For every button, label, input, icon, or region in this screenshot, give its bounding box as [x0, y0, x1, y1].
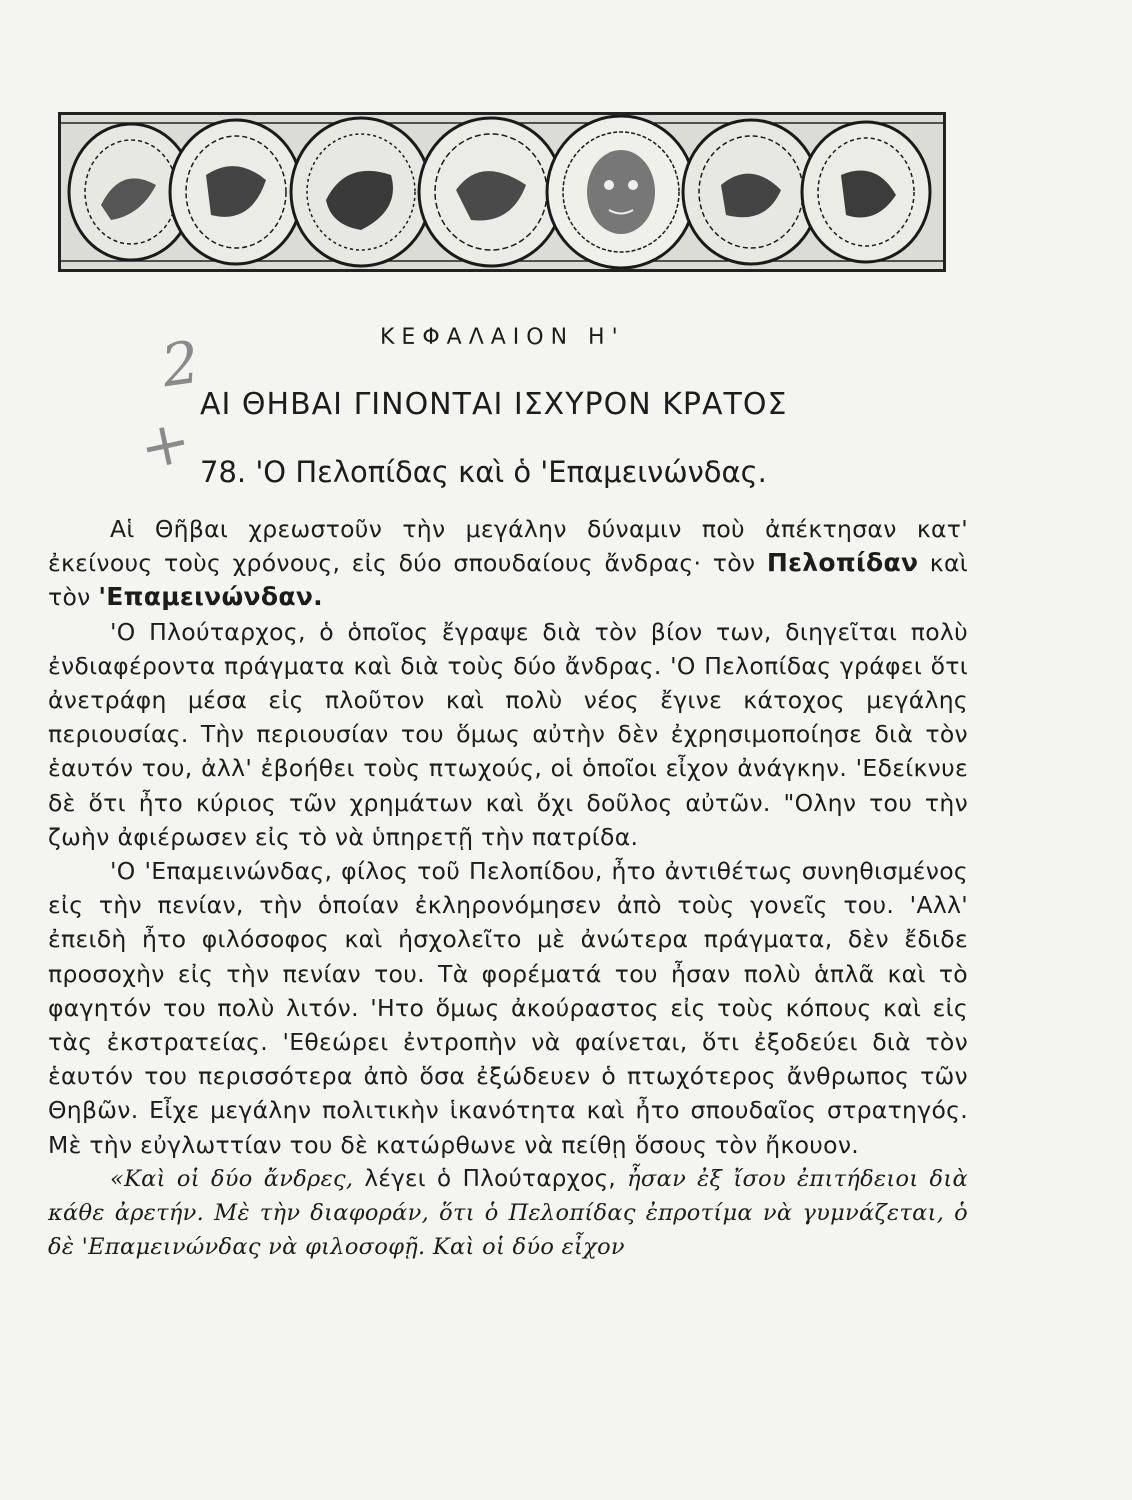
paragraph-4-quote — [48, 1162, 968, 1264]
paragraph-3: 'Ο 'Επαμεινώνδας, φίλος τοῦ Πελοπίδου, ἦτο ἀντιθέτως συνηθισμένος εἰς τὴν πενίαν, τὴν ὁποίαν ἐκληρονόμησεν ἀπὸ τοὺς γονεῖς του. 'Αλλ' ἐπειδὴ ἦτο φιλόσοφος καὶ ἠσχολεῖτο μὲ ἀνώτερα πράγματα, δὲν ἔδιδε προσοχὴν εἰς τὴν πενίαν του. Τὰ φορέματά του ἦσαν πολὺ ἁπλᾶ καὶ τὸ φαγητόν του πολὺ λιτόν. 'Ητο ὅμως ἀκούραστος εἰς τοὺς κόπους καὶ εἰς τὰς ἐκστρατείας. 'Εθεώρει ἐντροπὴν νὰ φαίνεται, ὅτι ἐξοδεύει διὰ τὸν ἑαυτόν του περισσότερα ἀπὸ ὅσα ἐξώδευεν ὁ πτωχότερος ἄνθρωπος τῶν Θηβῶν. Εἶχε μεγάλην πολιτικὴν ἱκανότητα καὶ ἦτο σπουδαῖος στρατηγός. Μὲ τὴν εὐγλωττίαν του δὲ κατώρθωνε νὰ πείθῃ ὅσους τὸν ἤκουον. — [48, 857, 968, 1159]
quote-attribution: λέγει ὁ Πλούταρχος, — [364, 1165, 617, 1192]
chapter-title: ΑΙ ΘΗΒΑΙ ΓΙΝΟΝΤΑΙ ΙΣΧΥΡΟΝ ΚΡΑΤΟΣ — [200, 387, 788, 422]
coin-7 — [802, 122, 930, 262]
paragraph-1 — [48, 512, 968, 615]
paragraph-1-conj: καὶ τὸν — [48, 549, 968, 612]
coin-6 — [683, 120, 819, 264]
coin-3 — [291, 118, 431, 266]
body-text — [48, 512, 968, 1264]
paragraph-1-text: Αἱ Θῆβαι χρεωστοῦν τὴν μεγάλην δύναμιν ποὺ ἀπέκτησαν κατ' ἐκείνους τοὺς χρόνους, εἰς δύο σπουδαίους ἄνδρας· τὸν — [48, 515, 968, 578]
section-heading: 78. 'Ο Πελοπίδας καὶ ὁ 'Επαμεινώνδας. — [200, 455, 767, 489]
quote-rest: ἦσαν ἐξ ἴσου ἐπιτήδειοι διὰ κάθε ἀρετήν. Μὲ τὴν διαφοράν, ὅτι ὁ Πελοπίδας ἐπροτίμα νὰ γυμνάζεται, ὁ δὲ 'Επαμεινώνδας νὰ φιλοσοφῇ. Καὶ οἱ δύο εἶχον — [48, 1165, 969, 1260]
margin-note-mark: + — [133, 405, 198, 485]
quote-lead: «Καὶ οἱ δύο ἄνδρες, — [110, 1165, 354, 1192]
chapter-label: ΚΕΦΑΛΑΙΟΝ Η' — [380, 325, 625, 350]
coin-4 — [419, 118, 563, 266]
name-epaminondas: 'Επαμεινώνδαν. — [98, 582, 323, 612]
paragraph-2: 'Ο Πλούταρχος, ὁ ὁποῖος ἔγραψε διὰ τὸν βίον των, διηγεῖται πολὺ ἐνδιαφέροντα πράγματα καὶ διὰ τοὺς δύο ἄνδρας. 'Ο Πελοπίδας γράφει ὅτι ἀνετράφη μέσα εἰς πλοῦτον καὶ πολὺ νέος ἔγινε κάτοχος μεγάλης περιουσίας. Τὴν περιουσίαν του ὅμως αὐτὴν δὲν ἐχρησιμοποίησε διὰ τὸν ἑαυτόν του, ἀλλ' ἐβοήθει τοὺς πτωχούς, οἱ ὁποῖοι εἶχον ἀνάγκην. 'Εδείκνυε δὲ ὅτι ἦτο κύριος τῶν χρημάτων καὶ ὄχι δοῦλος αὐτῶν. "Ολην του τὴν ζωὴν ἀφιέρωσεν εἰς τὸ νὰ ὑπηρετῇ τὴν πατρίδα. — [48, 617, 968, 851]
coin-frieze — [58, 112, 946, 272]
coin-frieze-illustration — [61, 115, 943, 269]
coin-5-face — [547, 116, 695, 268]
coin-2 — [170, 120, 302, 264]
margin-note-digit: 2 — [157, 327, 204, 401]
name-pelopidas: Πελοπίδαν — [766, 548, 919, 578]
